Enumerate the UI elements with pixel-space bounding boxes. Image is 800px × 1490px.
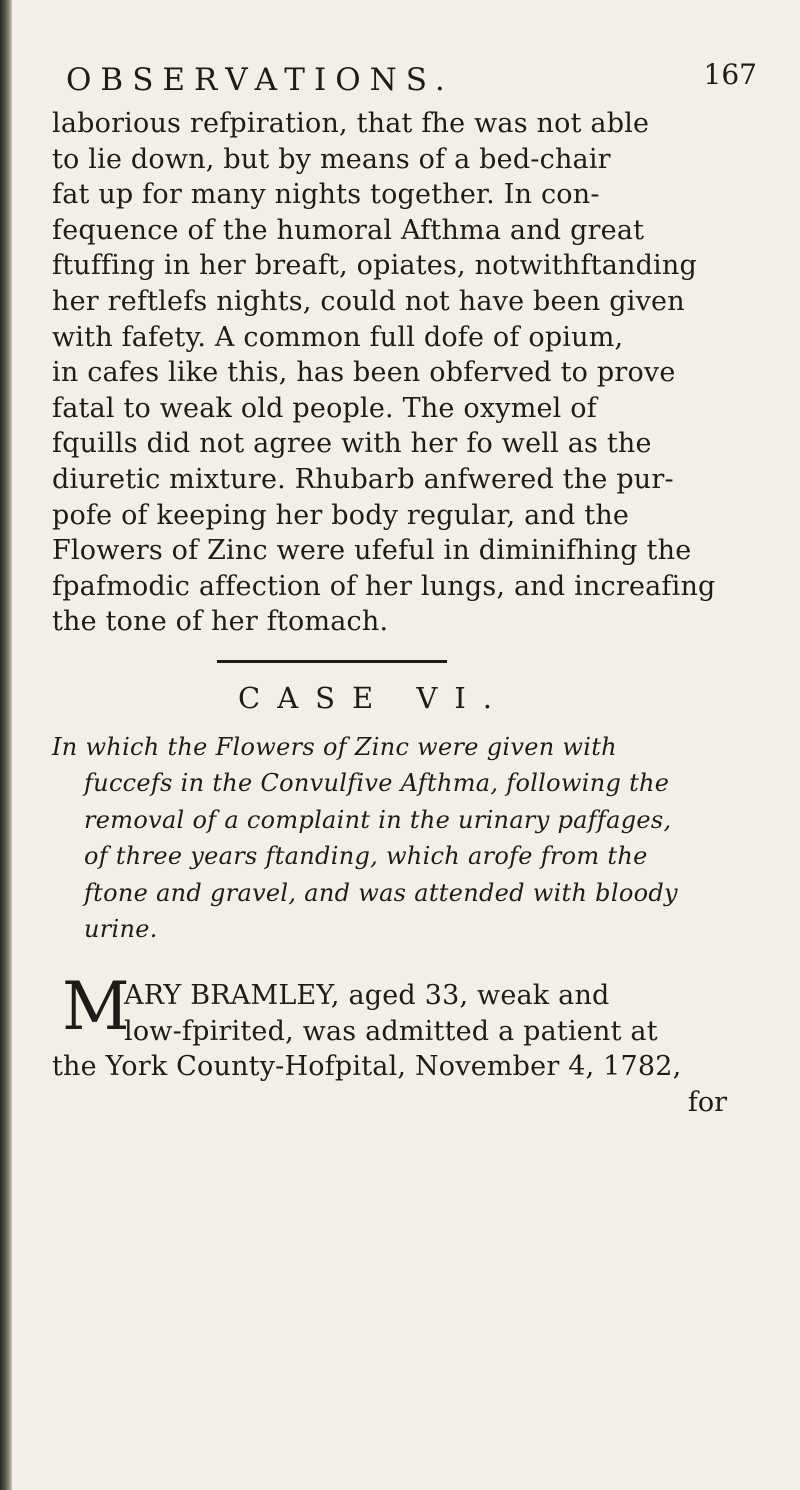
text-line: the York County-Hofpital, November 4, 1782, [52, 1051, 682, 1083]
text-line: her reftlefs nights, could not have been given [52, 285, 685, 317]
text-line: pofe of keeping her body regular, and the [52, 499, 630, 531]
case-paragraph [52, 967, 757, 1120]
case-description-line: In which the Flowers of Zinc were given with [52, 732, 617, 761]
catchword: for [687, 1086, 727, 1118]
text-line: in cafes like this, has been obferved to prove [52, 357, 676, 389]
case-description-line: removal of a complaint in the urinary paffages, [84, 805, 672, 834]
book-binding-edge [0, 0, 12, 1490]
case-description [52, 729, 757, 948]
text-line: fequence of the humoral Afthma and great [52, 214, 645, 246]
text-line: ftuffing in her breaft, opiates, notwithftanding [52, 250, 697, 282]
case-description-line: urine. [84, 915, 158, 944]
text-line: fatal to weak old people. The oxymel of [52, 392, 597, 424]
running-title: OBSERVATIONS. [66, 62, 454, 98]
case-heading: CASE VI. [238, 680, 510, 715]
case-description-line: fuccefs in the Convulfive Afthma, following the [84, 769, 670, 798]
text-line: fquills did not agree with her fo well as the [52, 428, 652, 460]
text-line: Flowers of Zinc were ufeful in diminifhing the [52, 535, 692, 567]
case-description-line: ftone and gravel, and was attended with bloody [84, 878, 678, 907]
section-divider [217, 660, 447, 663]
case-description-line: of three years ftanding, which arofe from the [84, 842, 648, 871]
book-page [52, 58, 757, 1120]
running-head [52, 58, 757, 106]
text-line: to lie down, but by means of a bed-chair [52, 143, 611, 175]
text-line: low-fpirited, was admitted a patient at [124, 1015, 658, 1047]
body-text [52, 106, 757, 640]
page-number: 167 [703, 58, 757, 91]
text-line: laborious refpiration, that fhe was not able [52, 108, 650, 139]
text-line: ARY BRAMLEY, aged 33, weak and [124, 979, 610, 1011]
drop-cap: M [62, 967, 130, 1045]
text-line: the tone of her ftomach. [52, 606, 389, 638]
text-line: fat up for many nights together. In con- [52, 179, 600, 211]
text-line: diuretic mixture. Rhubarb anfwered the pur- [52, 463, 674, 495]
text-line: fpafmodic affection of her lungs, and increafing [52, 570, 716, 602]
text-line: with fafety. A common full dofe of opium, [52, 321, 624, 353]
